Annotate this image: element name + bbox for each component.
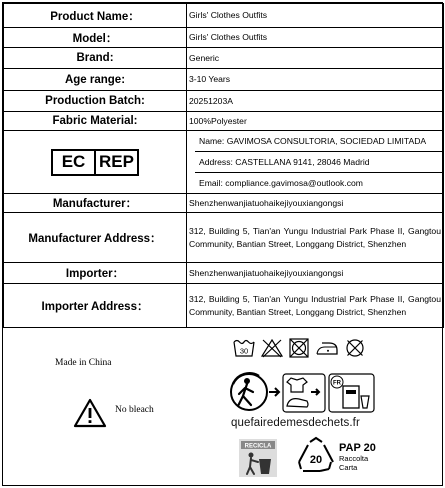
ec-badge-text: EC	[61, 152, 86, 171]
row-ec-rep	[4, 131, 444, 194]
care-symbols	[233, 338, 365, 358]
wash-temp-text: 30	[239, 346, 249, 356]
recicla-icon	[239, 439, 277, 477]
product-name-value: Girls' Clothes Outfits	[187, 4, 444, 28]
importer-address-value: 312, Building 5, Tian'an Yungu Industrial Park Phase II, Gangtou Community, Bantian Street, Longgang District, Shenzhen	[187, 284, 444, 328]
row-importer-address	[4, 284, 444, 328]
model-label: Model：	[4, 28, 187, 48]
production-batch-label: Production Batch:	[4, 91, 187, 112]
importer-value: Shenzhenwanjiatuohaikejiyouxiangongsi	[187, 263, 444, 284]
no-bleach-icon	[261, 338, 283, 358]
manufacturer-value: Shenzhenwanjiatuohaikejiyouxiangongsi	[187, 194, 444, 213]
row-age-range	[4, 69, 444, 91]
made-in-text: Made in China	[55, 358, 112, 368]
production-batch-value: 20251203A	[187, 91, 444, 112]
row-brand	[4, 48, 444, 69]
row-production-batch	[4, 91, 444, 112]
no-dry-clean-icon	[345, 338, 365, 358]
iron-low-icon	[315, 338, 339, 358]
manufacturer-address-label: Manufacturer Address：	[4, 213, 187, 263]
product-name-label: Product Name：	[4, 4, 187, 28]
brand-value: Generic	[187, 48, 444, 69]
ec-rep-badge	[51, 149, 139, 176]
pap-code-text: PAP 20	[339, 442, 376, 454]
importer-label: Importer：	[4, 263, 187, 284]
row-manufacturer-address	[4, 213, 444, 263]
product-label-sheet	[2, 2, 443, 486]
row-importer	[4, 263, 444, 284]
manufacturer-address-value: 312, Building 5, Tian'an Yungu Industrial Park Phase II, Gangtou Community, Bantian Street, Longgang District, Shenzhen	[187, 213, 444, 263]
triman-fr-text: FR	[333, 380, 341, 387]
row-product-name	[4, 4, 444, 28]
recicla-text: RECICLA	[244, 443, 272, 450]
ec-rep-details	[187, 131, 444, 194]
rep-badge-text: REP	[94, 151, 137, 174]
pap-line2-text: Carta	[339, 463, 358, 472]
ec-rep-cell	[4, 131, 187, 194]
product-info-table	[3, 3, 444, 328]
pap-line1-text: Raccolta	[339, 454, 369, 463]
recycle-code-text: 20	[309, 454, 323, 466]
compliance-symbols-area	[3, 326, 442, 486]
row-model	[4, 28, 444, 48]
ec-rep-address: Address: CASTELLANA 9141, 28046 Madrid	[195, 151, 443, 172]
manufacturer-label: Manufacturer：	[4, 194, 187, 213]
age-range-value: 3-10 Years	[187, 69, 444, 91]
triman-website-text: quefairedemesdechets.fr	[231, 417, 360, 429]
fabric-material-value: 100%Polyester	[187, 112, 444, 131]
warning-triangle-icon	[73, 398, 107, 428]
wash-30-icon	[233, 338, 255, 358]
brand-label: Brand:	[4, 48, 187, 69]
model-value: Girls' Clothes Outfits	[187, 28, 444, 48]
no-bleach-text: No bleach	[115, 405, 154, 415]
importer-address-label: Importer Address：	[4, 284, 187, 328]
recycle-triangle-icon	[296, 436, 336, 476]
ec-rep-name: Name: GAVIMOSA CONSULTORIA, SOCIEDAD LIMITADA	[199, 136, 427, 146]
row-manufacturer	[4, 194, 444, 213]
pap-label	[339, 442, 376, 472]
triman-sorting-icon	[229, 370, 377, 414]
fabric-material-label: Fabric Material:	[4, 112, 187, 131]
row-fabric-material	[4, 112, 444, 131]
ec-rep-email: Email: compliance.gavimosa@outlook.com	[195, 172, 443, 193]
age-range-label: Age range:	[4, 69, 187, 91]
no-tumble-dry-icon	[289, 338, 309, 358]
